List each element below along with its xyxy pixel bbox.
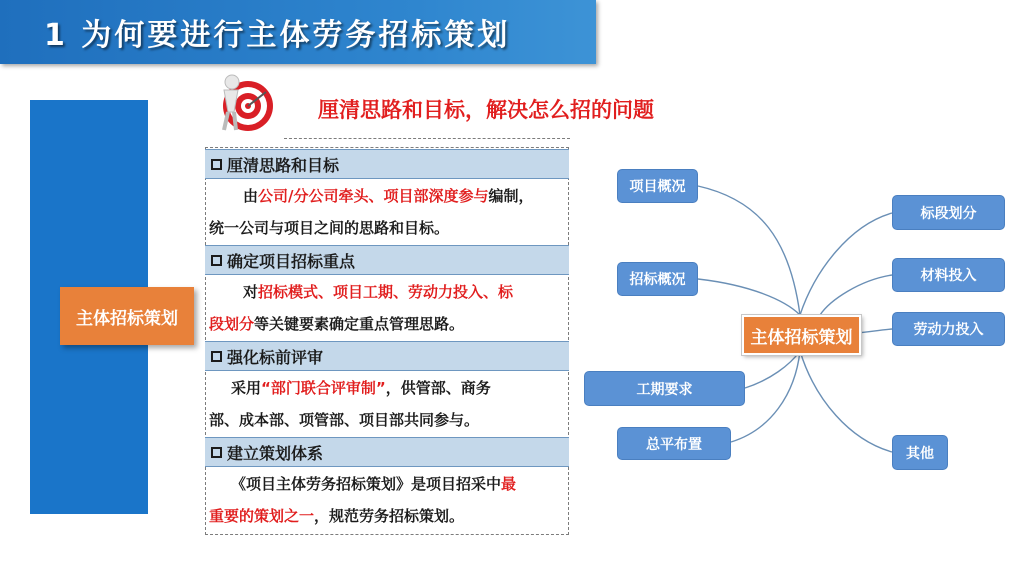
section-heading: 强化标前评审 <box>205 341 569 371</box>
section-line: 统一公司与项目之间的思路和目标。 <box>209 219 450 237</box>
page-title: 1 为何要进行主体劳务招标策划 <box>44 18 511 53</box>
section-heading: 厘清思路和目标 <box>205 149 569 179</box>
connector-line <box>857 329 892 333</box>
connector-line <box>820 275 892 315</box>
connector-line <box>698 279 800 315</box>
mindmap-node-right: 劳动力投入 <box>892 312 1005 346</box>
section-heading: 建立策划体系 <box>205 437 569 467</box>
mindmap-node-left: 项目概况 <box>617 169 698 203</box>
mindmap-node-left: 总平布置 <box>617 427 731 460</box>
mindmap-node-left: 招标概况 <box>617 262 698 296</box>
mindmap-node-left: 工期要求 <box>584 371 745 406</box>
mindmap-center: 主体招标策划 <box>742 315 861 355</box>
mindmap-node-right: 材料投入 <box>892 258 1005 292</box>
slogan-text: 厘清思路和目标，解决怎么招的问题 <box>318 98 654 122</box>
section-line: 重要的策划之一，规范劳务招标策划。 <box>209 507 465 525</box>
mindmap-node-right: 标段划分 <box>892 195 1005 230</box>
section-line: 对招标模式、项目工期、劳动力投入、标 <box>243 283 514 301</box>
connector-line <box>698 186 800 315</box>
section-line: 由公司/分公司牵头、项目部深度参与编制， <box>243 187 534 205</box>
mindmap-node-right: 其他 <box>892 435 948 470</box>
section-line: 部、成本部、项管部、项目部共同参与。 <box>209 411 480 429</box>
section-line: 段划分等关键要素确定重点管理思路。 <box>209 315 465 333</box>
section-line: 采用“部门联合评审制”，供管部、商务 <box>231 379 491 397</box>
section-heading: 确定项目招标重点 <box>205 245 569 275</box>
section-line: 《项目主体劳务招标策划》是项目招采中最 <box>231 475 517 493</box>
connector-line <box>800 351 892 452</box>
connector-line <box>800 213 892 315</box>
left-topic-label: 主体招标策划 <box>60 287 194 345</box>
connector-line <box>745 351 800 388</box>
